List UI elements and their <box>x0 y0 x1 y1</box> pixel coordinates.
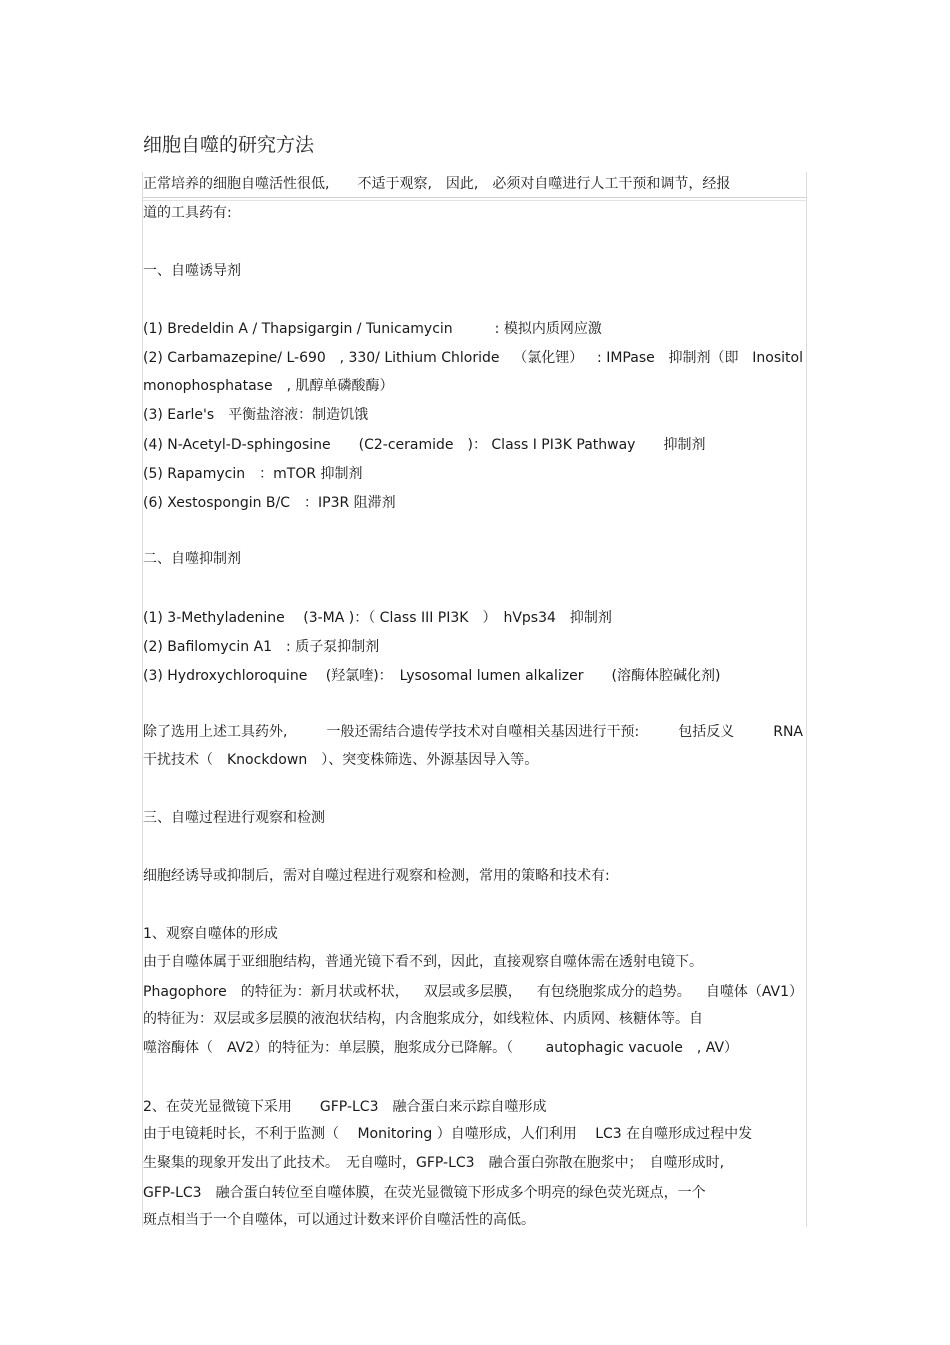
genetics-line-1-part-2: 一般还需结合遗传学技术对自噬相关基因进行干预: <box>326 724 640 740</box>
inducer-item-2-part-5: 抑制剂（即 <box>668 350 739 366</box>
genetics-paragraph-line-2: 干扰技术（ Knockdown ）、突变株筛选、外源基因导入等。 <box>143 752 539 768</box>
subsection-2-line-4: 斑点相当于一个自噬体，可以通过计数来评价自噬活性的高低。 <box>143 1212 535 1228</box>
inducer-item-2-part-4: : IMPase <box>597 350 655 366</box>
subsection-1-line-4: 噬溶酶体（ AV2）的特征为：单层膜，胞浆成分已降解。（ autophagic vacuole , AV） <box>143 1040 739 1056</box>
table-rule-top <box>142 197 806 198</box>
subsection-1-heading: 1、观察自噬体的形成 <box>143 926 278 942</box>
inhibitor-item-3: (3) Hydroxychloroquine (羟氯喹)： Lysosomal lumen alkalizer (溶酶体腔碱化剂) <box>143 668 721 684</box>
inhibitor-item-1: (1) 3-Methyladenine (3-MA )：（ Class III PI3K ） hVps34 抑制剂 <box>143 610 612 626</box>
inducer-item-6: (6) Xestospongin B/C ：IP3R 阻滞剂 <box>143 495 396 511</box>
genetics-line-1-part-4: RNA <box>773 724 803 740</box>
inducer-item-2-part-3: （氯化锂） <box>513 350 584 366</box>
genetics-paragraph-line-1 <box>143 723 803 741</box>
subsection-1-line-2-part-3: 有包绕胞浆成分的趋势。 <box>536 984 691 1000</box>
subsection-2-line-2: 生聚集的现象开发出了此技术。 无自噬时，GFP-LC3 融合蛋白弥散在胞浆中； 自噬形成时, <box>143 1155 725 1171</box>
subsection-1-line-2-part-1: Phagophore 的特征为：新月状或杯状， <box>143 984 409 1000</box>
genetics-line-1-part-1: 除了选用上述工具药外, <box>143 724 288 740</box>
inducer-item-2 <box>143 349 803 367</box>
section-2-heading: 二、自噬抑制剂 <box>143 551 241 567</box>
subsection-1-line-2-part-4: 自噬体（AV1） <box>705 984 803 1000</box>
inducer-item-2-part-2: , 330/ Lithium Chloride <box>339 350 500 366</box>
subsection-2-line-3: GFP-LC3 融合蛋白转位至自噬体膜，在荧光显微镜下形成多个明亮的绿色荧光斑点，一个 <box>143 1185 706 1201</box>
subsection-2-line-1: 由于电镜耗时长，不利于监测（ Monitoring ）自噬形成，人们利用 LC3 在自噬形成过程中发 <box>143 1126 753 1142</box>
inducer-item-3: (3) Earle's 平衡盐溶液：制造饥饿 <box>143 407 369 423</box>
section-3-intro: 细胞经诱导或抑制后，需对自噬过程进行观察和检测，常用的策略和技术有: <box>143 868 610 884</box>
section-3-heading: 三、自噬过程进行观察和检测 <box>143 810 325 826</box>
subsection-1-line-1: 由于自噬体属于亚细胞结构，普通光镜下看不到，因此，直接观察自噬体需在透射电镜下。 <box>143 954 703 970</box>
subsection-1-line-3: 的特征为：双层或多层膜的液泡状结构，内含胞浆成分，如线粒体、内质网、核糖体等。自 <box>143 1011 703 1027</box>
document-title: 细胞自噬的研究方法 <box>143 134 315 156</box>
subsection-1-line-2-part-2: 双层或多层膜， <box>423 984 522 1000</box>
inducer-item-1: (1) Bredeldin A / Thapsigargin / Tunicamycin : 模拟内质网应激 <box>143 321 602 337</box>
inhibitor-item-2: (2) Bafilomycin A1 : 质子泵抑制剂 <box>143 639 380 655</box>
inducer-item-5: (5) Rapamycin ：mTOR 抑制剂 <box>143 466 363 482</box>
inducer-item-2-part-1: (2) Carbamazepine/ L-690 <box>143 350 326 366</box>
inducer-item-4: (4) N-Acetyl-D-sphingosine (C2-ceramide )： Class I PI3K Pathway 抑制剂 <box>143 437 706 453</box>
table-rule-right <box>806 172 807 1227</box>
section-1-heading: 一、自噬诱导剂 <box>143 263 241 279</box>
inducer-item-2-part-6: Inositol <box>752 350 803 366</box>
genetics-line-1-part-3: 包括反义 <box>678 724 735 740</box>
subsection-2-heading: 2、在荧光显微镜下采用 GFP-LC3 融合蛋白来示踪自噬形成 <box>143 1099 547 1115</box>
intro-line-2: 道的工具药有: <box>143 205 232 221</box>
inducer-item-2-continued: monophosphatase , 肌醇单磷酸酶） <box>143 378 394 394</box>
subsection-1-line-2 <box>143 983 803 1001</box>
intro-line-1: 正常培养的细胞自噬活性很低, 不适于观察, 因此, 必须对自噬进行人工干预和调节，经报 <box>143 176 731 192</box>
table-rule-top-inner <box>142 200 806 201</box>
